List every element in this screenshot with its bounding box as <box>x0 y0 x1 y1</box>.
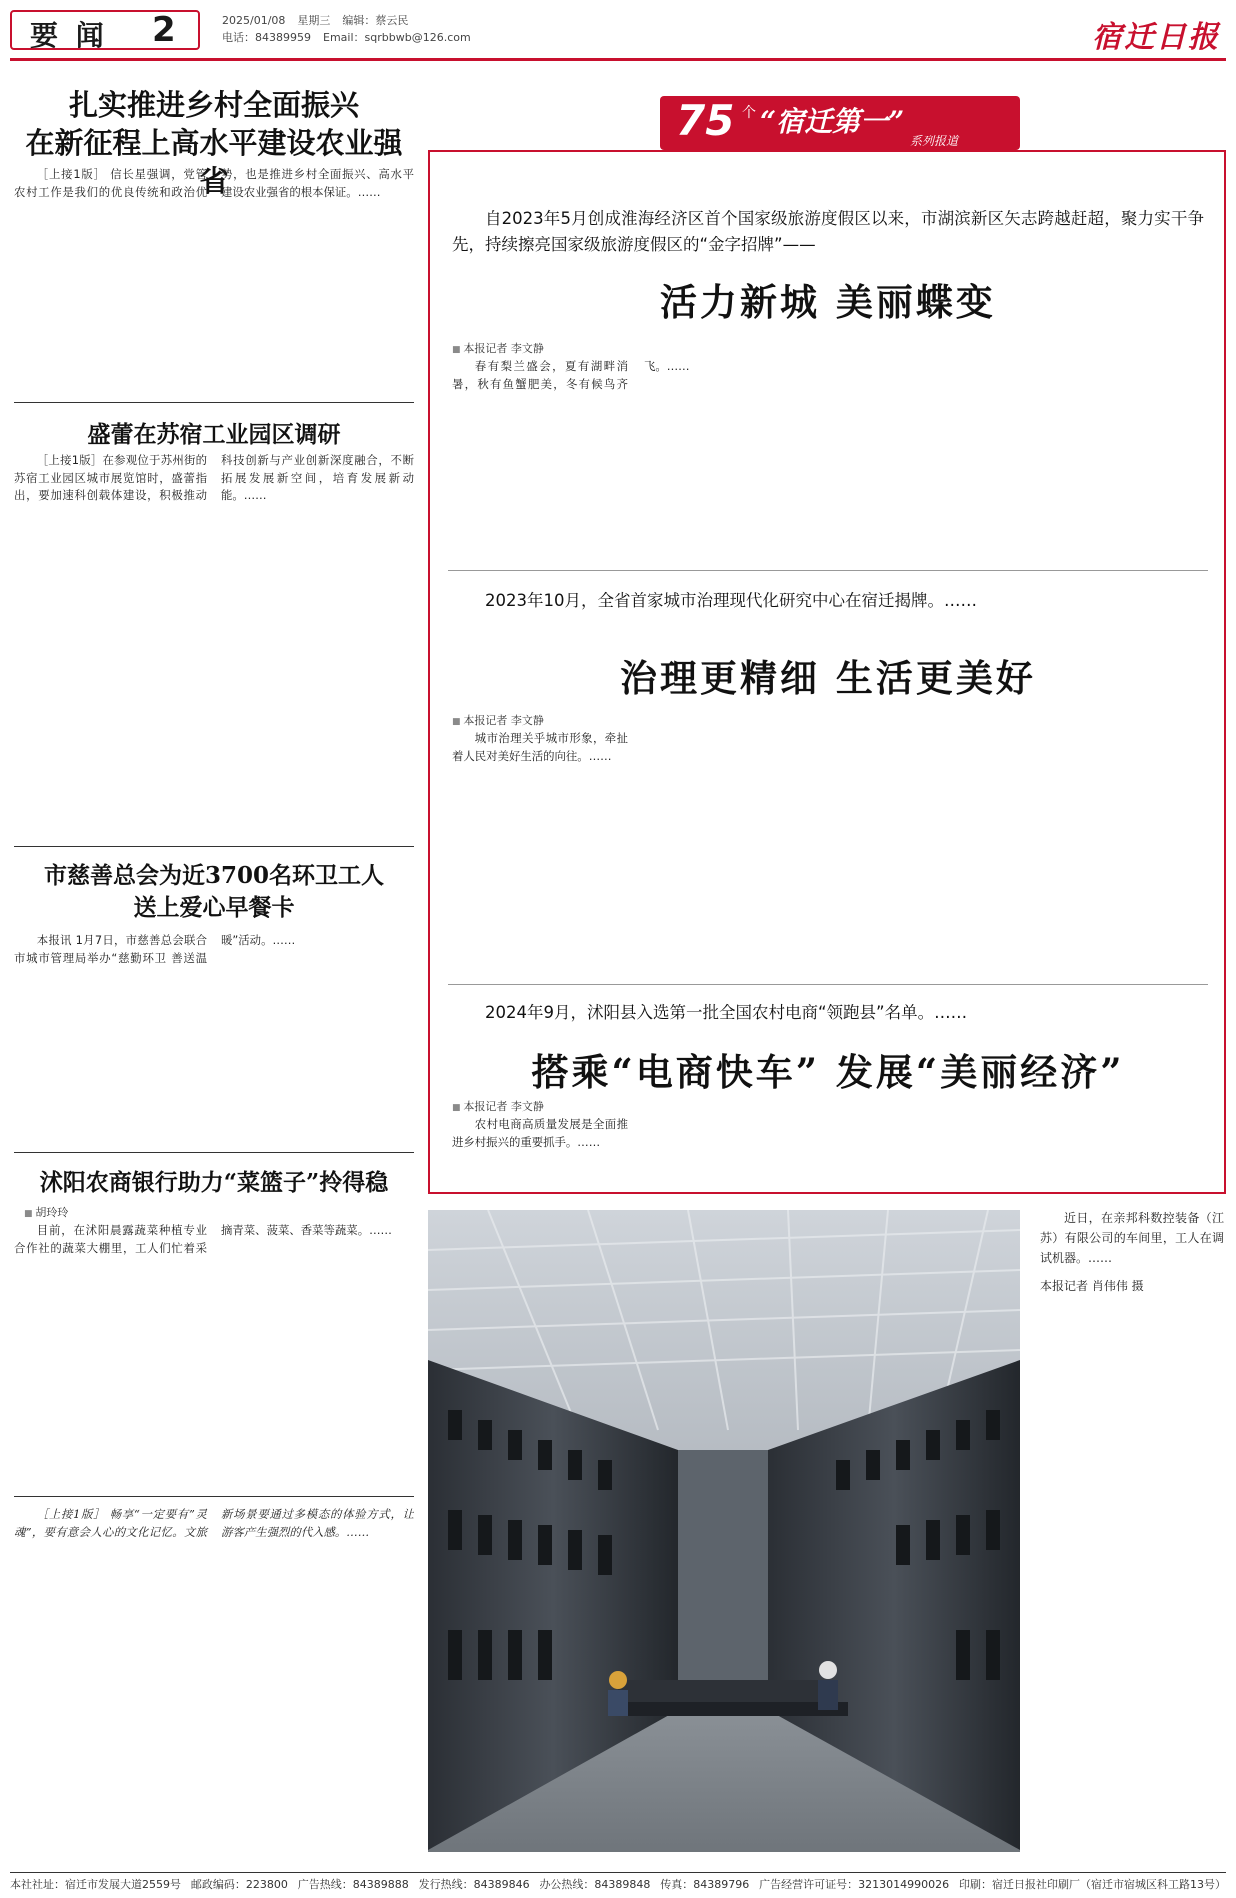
issue-weekday: 星期三 <box>297 14 331 27</box>
banner-subtitle: 系列报道 <box>910 134 959 148</box>
article1-text: ［上接1版］ 信长星强调，党管农村工作是我们的优良传统和政治优势，也是推进乡村全面振兴、高水平建设农业强省的根本保证。…… <box>14 167 414 199</box>
article5-body <box>14 1506 414 1862</box>
feature3-body <box>452 1116 1204 1188</box>
feature3-text: 农村电商高质量发展是全面推进乡村振兴的重要抓手。…… <box>452 1117 628 1149</box>
article2-text: ［上接1版］在参观位于苏州街的苏宿工业园区城市展览馆时，盛蕾指出，要加速科创载体建设，积极推动科技创新与产业创新深度融合，不断拓展发展新空间，培育发展新动能。…… <box>14 453 414 503</box>
feature3-headline: 搭乘“电商快车” 发展“美丽经济” <box>531 1050 1125 1094</box>
article1-body <box>14 166 414 392</box>
banner-number: 75 <box>676 96 735 145</box>
footer-office: 办公热线：84389848 <box>539 1878 651 1891</box>
separator <box>448 570 1208 571</box>
article3-title-line2: 送上爱心早餐卡 <box>133 894 295 921</box>
separator <box>448 984 1208 985</box>
phone: 电话：84389959 <box>222 31 311 44</box>
footer-ad-hotline: 广告热线：84389888 <box>297 1878 409 1891</box>
section-label: 要 闻 <box>30 19 108 52</box>
footer-license: 广告经营许可证号：3213014990026 <box>759 1878 950 1891</box>
article4-text: 目前，在沭阳晨露蔬菜种植专业合作社的蔬菜大棚里，工人们忙着采摘青菜、菠菜、香菜等蔬菜。…… <box>14 1223 392 1255</box>
footer-rule <box>10 1872 1226 1873</box>
feature1-byline: ■ 本报记者 李文静 <box>452 340 544 356</box>
page-number: 2 <box>152 10 176 50</box>
footer-fax: 传真：84389796 <box>660 1878 750 1891</box>
article5-text: ［上接1版］ 畅享“一定要有”灵魂”，要有意会人心的文化记忆。文旅新场景要通过多模态的体验方式，让游客产生强烈的代入感。…… <box>14 1507 414 1539</box>
article1-title-line2: 在新征程上高水平建设农业强省 <box>25 126 403 198</box>
section-box <box>10 10 200 50</box>
feature2-headline: 治理更精细 生活更美好 <box>620 656 1036 700</box>
feature3-lead: 2024年9月，沭阳县入选第一批全国农村电商“领跑县”名单。…… <box>485 1003 968 1022</box>
masthead-rule <box>10 58 1226 61</box>
photo-caption-text: 近日，在亲邦科数控装备（江苏）有限公司的车间里，工人在调试机器。…… <box>1040 1211 1224 1265</box>
series-banner <box>660 96 1020 150</box>
separator <box>14 1152 414 1153</box>
newspaper-logo: 宿迁日报 <box>1092 20 1220 55</box>
article2-headline: 盛蕾在苏宿工业园区调研 <box>87 421 341 448</box>
article4-headline: 沭阳农商银行助力“菜篮子”拎得稳 <box>39 1169 389 1196</box>
article3-text: 本报讯 1月7日，市慈善总会联合市城市管理局举办“慈勤环卫 善送温暖”活动。…… <box>14 933 296 965</box>
footer-postcode: 邮政编码：223800 <box>190 1878 288 1891</box>
article2-body <box>14 452 414 836</box>
email: Email：sqrbbwb@126.com <box>323 31 471 44</box>
footer <box>10 1876 1226 1892</box>
feature2-body <box>452 730 1204 972</box>
factory-scene-illustration <box>428 1210 1020 1852</box>
feature1-text: 春有梨兰盛会，夏有湖畔消暑，秋有鱼蟹肥美，冬有候鸟齐飞。…… <box>452 359 690 391</box>
separator <box>14 402 414 403</box>
issue-date: 2025/01/08 <box>222 14 286 27</box>
article4-body <box>14 1222 414 1488</box>
factory-photo <box>428 1210 1020 1852</box>
footer-printer: 印刷：宿迁日报社印刷厂（宿迁市宿城区科工路13号） <box>959 1878 1226 1891</box>
article3-headline <box>14 860 414 924</box>
banner-ge: 个 <box>742 105 756 121</box>
footer-address: 本社社址：宿迁市发展大道2559号 <box>10 1878 181 1891</box>
feature2-lead: 2023年10月，全省首家城市治理现代化研究中心在宿迁揭牌。…… <box>485 591 977 610</box>
article3-body <box>14 932 414 1144</box>
editor: 编辑：蔡云民 <box>342 14 409 27</box>
footer-distribution: 发行热线：84389846 <box>418 1878 530 1891</box>
feature3-byline: ■ 本报记者 李文静 <box>452 1098 544 1114</box>
photo-credit: 本报记者 肖伟伟 摄 <box>1040 1279 1144 1293</box>
feature2-text: 城市治理关乎城市形象，牵扯着人民对美好生活的向往。…… <box>452 731 628 763</box>
article1-title-line1: 扎实推进乡村全面振兴 <box>68 88 359 122</box>
feature1-headline: 活力新城 美丽蝶变 <box>660 280 996 324</box>
feature1-body <box>452 358 1204 556</box>
article3-title-line1: 市慈善总会为近3700名环卫工人 <box>43 862 384 889</box>
feature2-byline: ■ 本报记者 李文静 <box>452 712 544 728</box>
separator <box>14 846 414 847</box>
banner-title: “宿迁第一” <box>760 105 905 138</box>
separator <box>14 1496 414 1497</box>
article4-byline: ■ 胡玲玲 <box>24 1204 68 1220</box>
photo-caption <box>1040 1208 1224 1296</box>
issue-info <box>222 12 483 46</box>
masthead <box>10 6 1226 56</box>
feature1-lead: 自2023年5月创成淮海经济区首个国家级旅游度假区以来，市湖滨新区矢志跨越赶超，聚力实干争先，持续擦亮国家级旅游度假区的“金字招牌”—— <box>452 209 1204 254</box>
